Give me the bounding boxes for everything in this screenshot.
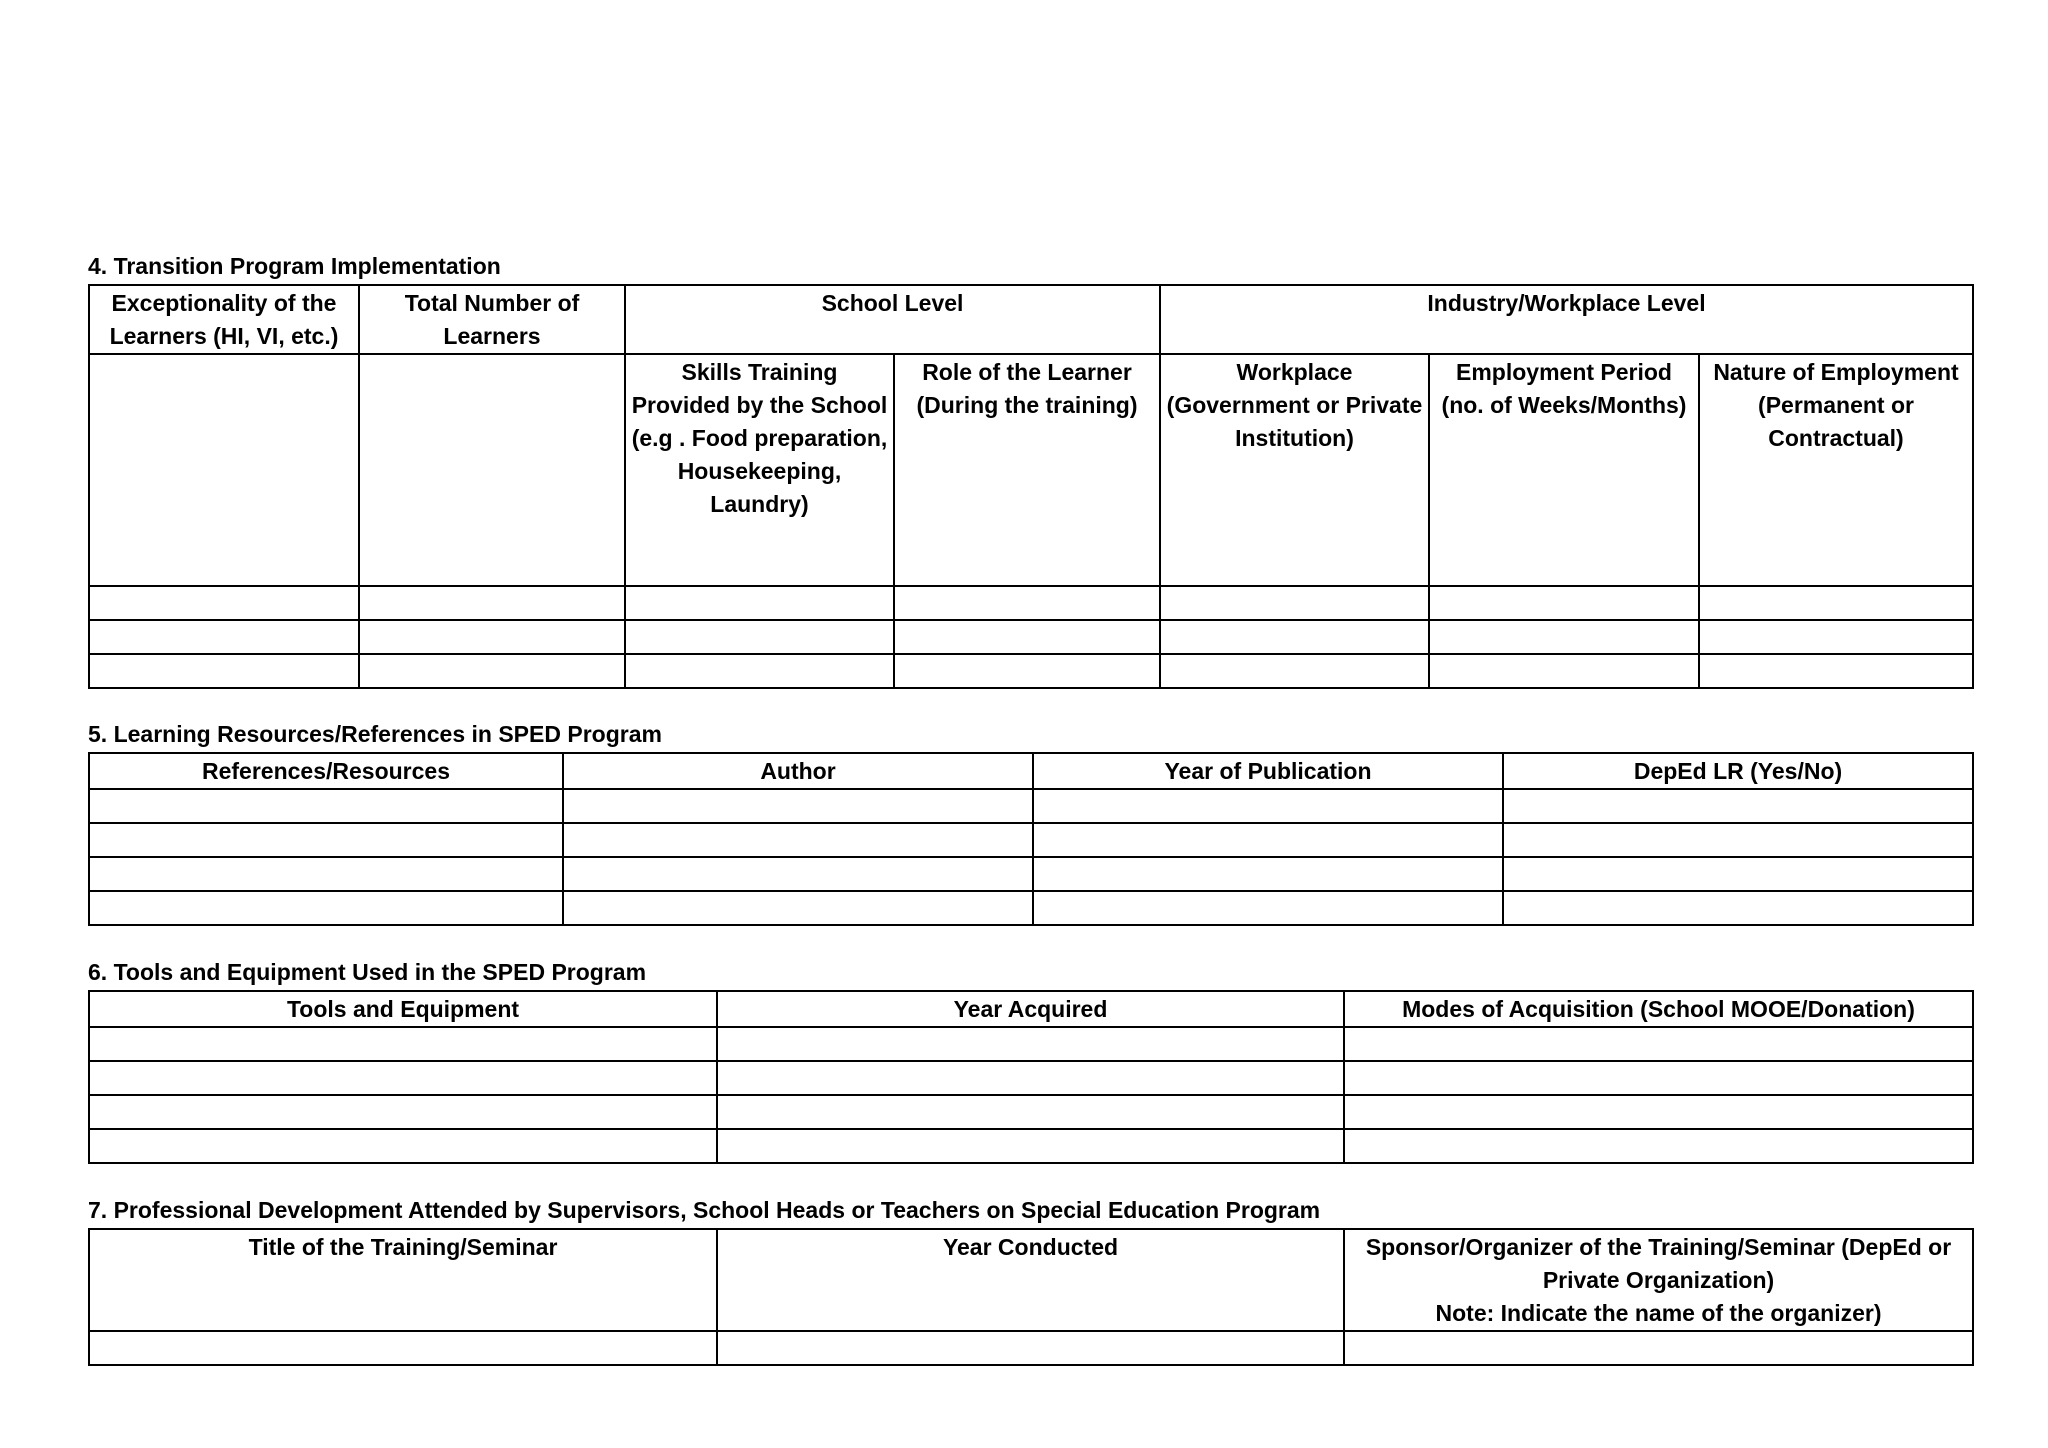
- table-cell[interactable]: [1429, 654, 1699, 688]
- table-cell[interactable]: [359, 620, 625, 654]
- table-cell[interactable]: [717, 1061, 1344, 1095]
- header-deped-lr: DepEd LR (Yes/No): [1503, 753, 1973, 789]
- table-cell[interactable]: [1429, 620, 1699, 654]
- table-cell[interactable]: [359, 586, 625, 620]
- table-cell[interactable]: [89, 1027, 717, 1061]
- header-year-publication: Year of Publication: [1033, 753, 1503, 789]
- header-school-level: School Level: [625, 285, 1160, 354]
- header-role-learner: Role of the Learner (During the training): [894, 354, 1160, 586]
- table-cell[interactable]: [1503, 891, 1973, 925]
- table-cell[interactable]: [1429, 586, 1699, 620]
- header-industry-level: Industry/Workplace Level: [1160, 285, 1973, 354]
- header-exceptionality: Exceptionality of the Learners (HI, VI, etc.): [89, 285, 359, 354]
- section-title: 4. Transition Program Implementation: [88, 253, 501, 279]
- header-employment-period: Employment Period (no. of Weeks/Months): [1429, 354, 1699, 586]
- table-cell[interactable]: [1033, 789, 1503, 823]
- table-cell[interactable]: [89, 789, 563, 823]
- table-cell[interactable]: [89, 620, 359, 654]
- header-author: Author: [563, 753, 1033, 789]
- table-cell[interactable]: [89, 1129, 717, 1163]
- header-references: References/Resources: [89, 753, 563, 789]
- header-workplace: Workplace (Government or Private Institution): [1160, 354, 1429, 586]
- table-cell[interactable]: [625, 620, 894, 654]
- header-year-conducted: Year Conducted: [717, 1229, 1344, 1331]
- table-cell[interactable]: [1503, 857, 1973, 891]
- table-row: [89, 789, 1973, 823]
- section-title: 6. Tools and Equipment Used in the SPED Program: [88, 959, 647, 985]
- table-cell[interactable]: [1699, 620, 1973, 654]
- learning-resources-table: [88, 752, 1974, 926]
- input-cell-exceptionality[interactable]: [89, 354, 359, 586]
- table-cell[interactable]: [717, 1027, 1344, 1061]
- table-cell[interactable]: [625, 586, 894, 620]
- table-cell[interactable]: [1033, 891, 1503, 925]
- table-cell[interactable]: [1699, 654, 1973, 688]
- table-cell[interactable]: [1344, 1061, 1973, 1095]
- table-cell[interactable]: [894, 620, 1160, 654]
- section-tools-equipment: [88, 958, 1972, 1164]
- sponsor-header-note: Note: Indicate the name of the organizer): [1435, 1300, 1882, 1326]
- section-learning-resources: [88, 720, 1972, 926]
- professional-development-table: [88, 1228, 1974, 1366]
- table-cell[interactable]: [717, 1331, 1344, 1365]
- table-row: [89, 654, 1973, 688]
- sponsor-header-text: Sponsor/Organizer of the Training/Seminar (DepEd or Private Organization): [1365, 1234, 1952, 1293]
- section-title: 7. Professional Development Attended by Supervisors, School Heads or Teachers on Special Education Program: [88, 1197, 1321, 1223]
- table-cell[interactable]: [1160, 654, 1429, 688]
- transition-program-table: [88, 284, 1974, 689]
- section-professional-development: [88, 1196, 1972, 1362]
- table-cell[interactable]: [89, 823, 563, 857]
- table-cell[interactable]: [1033, 823, 1503, 857]
- header-total-learners: Total Number of Learners: [359, 285, 625, 354]
- header-tools-equipment: Tools and Equipment: [89, 991, 717, 1027]
- table-cell[interactable]: [625, 654, 894, 688]
- table-row: [89, 857, 1973, 891]
- section-title: 5. Learning Resources/References in SPED Program: [88, 721, 662, 747]
- table-cell[interactable]: [1160, 620, 1429, 654]
- table-row: [89, 1027, 1973, 1061]
- table-cell[interactable]: [894, 654, 1160, 688]
- table-cell[interactable]: [563, 891, 1033, 925]
- table-cell[interactable]: [1503, 823, 1973, 857]
- table-cell[interactable]: [1033, 857, 1503, 891]
- table-cell[interactable]: [717, 1129, 1344, 1163]
- table-cell[interactable]: [1344, 1129, 1973, 1163]
- table-cell[interactable]: [89, 654, 359, 688]
- table-cell[interactable]: [563, 823, 1033, 857]
- table-row: [89, 1129, 1973, 1163]
- table-cell[interactable]: [894, 586, 1160, 620]
- header-sponsor-organizer: [1344, 1229, 1973, 1331]
- table-cell[interactable]: [563, 857, 1033, 891]
- table-cell[interactable]: [1160, 586, 1429, 620]
- table-cell[interactable]: [563, 789, 1033, 823]
- table-cell[interactable]: [89, 586, 359, 620]
- table-cell[interactable]: [89, 891, 563, 925]
- header-modes-acquisition: Modes of Acquisition (School MOOE/Donation): [1344, 991, 1973, 1027]
- section-transition-program: [88, 252, 1972, 688]
- table-cell[interactable]: [89, 857, 563, 891]
- table-cell[interactable]: [1699, 586, 1973, 620]
- header-skills-training: Skills Training Provided by the School (e.g . Food preparation, Housekeeping, Laundry): [625, 354, 894, 586]
- table-row: [89, 891, 1973, 925]
- table-cell[interactable]: [1344, 1027, 1973, 1061]
- table-cell[interactable]: [89, 1095, 717, 1129]
- table-row: [89, 620, 1973, 654]
- table-cell[interactable]: [359, 654, 625, 688]
- table-cell[interactable]: [1344, 1095, 1973, 1129]
- table-cell[interactable]: [1344, 1331, 1973, 1365]
- header-year-acquired: Year Acquired: [717, 991, 1344, 1027]
- header-training-title: Title of the Training/Seminar: [89, 1229, 717, 1331]
- table-cell[interactable]: [89, 1331, 717, 1365]
- table-row: [89, 823, 1973, 857]
- table-row: [89, 1331, 1973, 1365]
- table-row: [89, 1061, 1973, 1095]
- table-row: [89, 586, 1973, 620]
- table-cell[interactable]: [1503, 789, 1973, 823]
- table-row: [89, 1095, 1973, 1129]
- tools-equipment-table: [88, 990, 1974, 1164]
- table-cell[interactable]: [89, 1061, 717, 1095]
- input-cell-total-learners[interactable]: [359, 354, 625, 586]
- table-cell[interactable]: [717, 1095, 1344, 1129]
- header-nature-employment: Nature of Employment (Permanent or Contractual): [1699, 354, 1973, 586]
